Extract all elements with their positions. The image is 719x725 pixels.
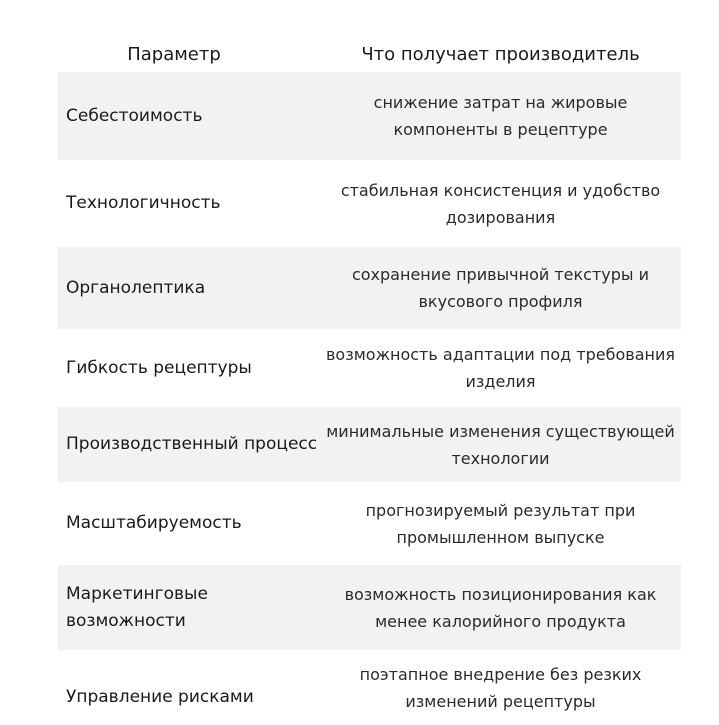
row-param: Масштабируемость [66,513,242,533]
table-row [58,329,681,407]
table-row [58,407,681,482]
table-row [58,247,681,329]
row-value: минимальные изменения существующей технологии [326,421,675,468]
row-value: возможность позиционирования как менее калорийного продукта [344,584,657,631]
header-param: Параметр [127,43,221,65]
row-value: прогнозируемый результат при промышленном выпуске [365,500,636,547]
header-value: Что получает производитель [361,43,640,65]
row-value: сохранение привычной текстуры и вкусового профиля [351,265,650,311]
table-header-row [58,36,681,72]
comparison-table [58,36,681,725]
row-param: Управление рисками [66,687,254,707]
row-param: Гибкость рецептуры [66,357,252,378]
table-row [58,72,681,160]
row-value: стабильная консистенция и удобство дозирования [340,180,661,227]
table-row [58,650,681,725]
row-param: Органолептика [66,277,206,298]
row-value: поэтапное внедрение без резких изменений рецептуры [359,664,642,711]
table-row [58,160,681,247]
row-value: возможность адаптации под требования изделия [326,345,676,391]
row-value: снижение затрат на жировые компоненты в рецептуре [373,93,628,139]
row-param: Производственный процесс [66,434,318,454]
row-param: Себестоимость [66,105,203,126]
table-row [58,565,681,650]
table-row [58,482,681,565]
row-param: Технологичность [66,193,221,213]
row-param: Маркетинговые возможности [66,583,208,631]
